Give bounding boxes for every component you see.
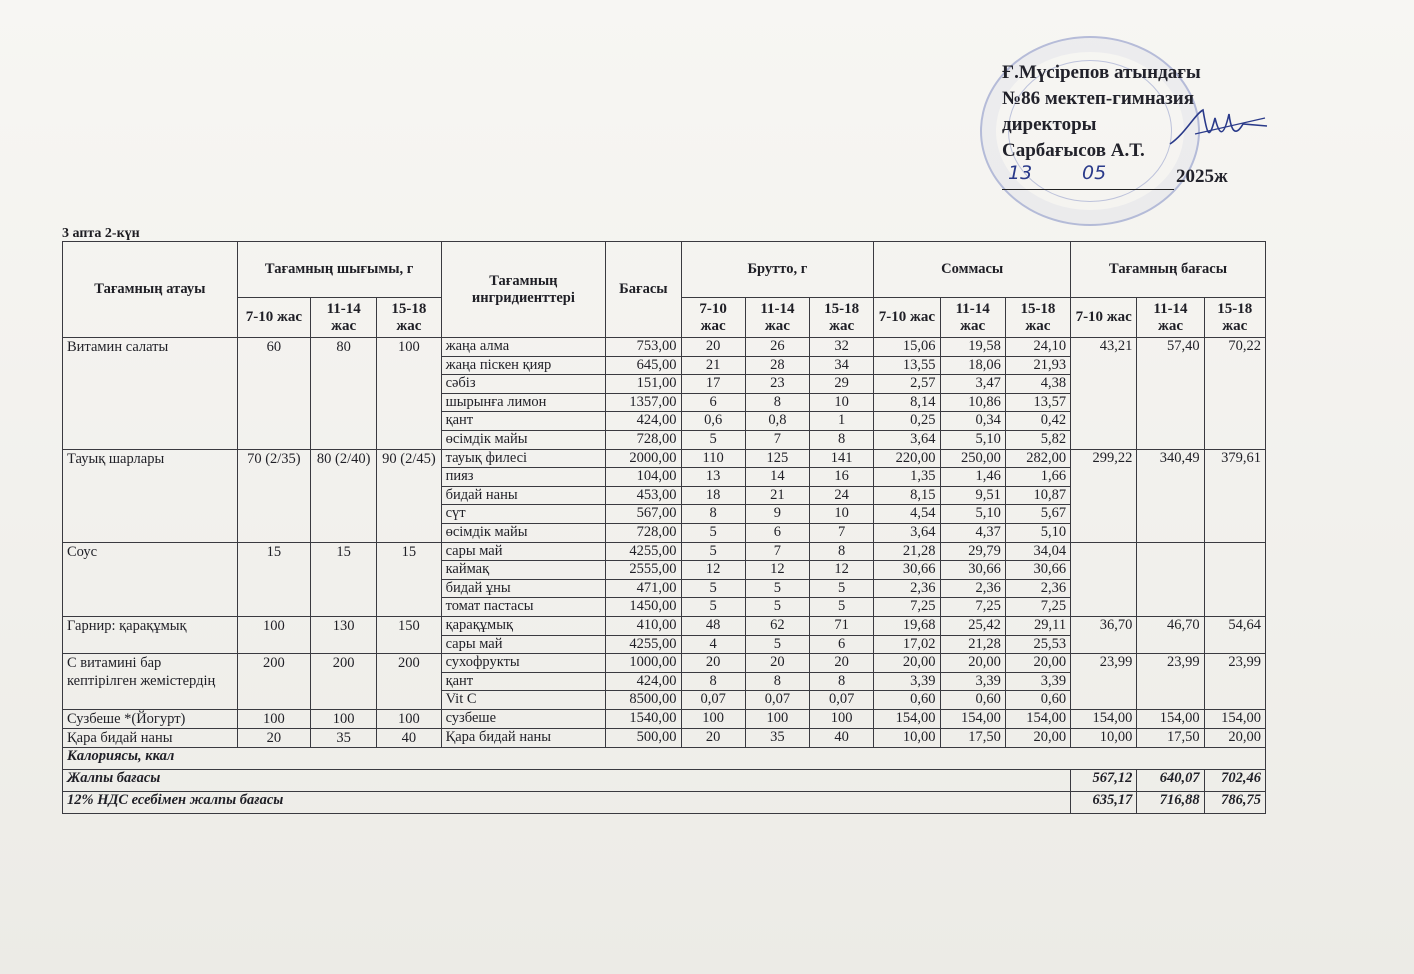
brutto-value-2: 14 — [745, 468, 809, 487]
sum-value-2: 30,66 — [940, 561, 1005, 580]
table-row — [63, 728, 1266, 747]
brutto-value-3: 29 — [810, 375, 874, 394]
sum-value-1: 4,54 — [874, 505, 940, 524]
ingredient-name: жаңа алма — [441, 338, 606, 357]
sum-value-2: 17,50 — [940, 728, 1005, 747]
brutto-value-3: 0,07 — [810, 691, 874, 710]
ingredient-price: 453,00 — [606, 486, 681, 505]
dish-yield-2: 35 — [311, 728, 377, 747]
sum-value-2: 20,00 — [940, 654, 1005, 673]
dish-yield-2: 100 — [311, 709, 377, 728]
yield-age-2: 11-14 жас — [311, 298, 377, 338]
dish-name: Соус — [63, 542, 238, 616]
brutto-value-1: 13 — [681, 468, 745, 487]
brutto-value-2: 125 — [745, 449, 809, 468]
sum-value-3: 4,38 — [1005, 375, 1070, 394]
sum-value-1: 2,57 — [874, 375, 940, 394]
brutto-value-3: 40 — [810, 728, 874, 747]
brutto-value-1: 110 — [681, 449, 745, 468]
brutto-value-3: 8 — [810, 430, 874, 449]
date-day: 13 — [1008, 162, 1033, 184]
dish-price-1: 36,70 — [1071, 616, 1137, 653]
dish-price-1: 23,99 — [1071, 654, 1137, 710]
ingredient-name: сары май — [441, 635, 606, 654]
dish-yield-2: 80 — [311, 338, 377, 450]
dish-price-1: 154,00 — [1071, 709, 1137, 728]
ingredient-name: каймақ — [441, 561, 606, 580]
brutto-value-3: 100 — [810, 709, 874, 728]
ingredient-price: 1000,00 — [606, 654, 681, 673]
brutto-value-2: 7 — [745, 542, 809, 561]
sum-value-2: 154,00 — [940, 709, 1005, 728]
dish-price-2: 154,00 — [1137, 709, 1204, 728]
brutto-value-1: 5 — [681, 598, 745, 617]
sum-value-2: 3,39 — [940, 672, 1005, 691]
brutto-age-1: 7-10 жас — [681, 298, 745, 338]
brutto-value-1: 20 — [681, 654, 745, 673]
sum-value-2: 5,10 — [940, 505, 1005, 524]
sum-value-1: 0,60 — [874, 691, 940, 710]
dish-price-3: 154,00 — [1204, 709, 1265, 728]
dish-price-2: 340,49 — [1137, 449, 1204, 542]
sum-value-3: 29,11 — [1005, 616, 1070, 635]
price-age-3: 15-18 жас — [1204, 298, 1265, 338]
sum-value-3: 282,00 — [1005, 449, 1070, 468]
ingredient-name: тауық филесі — [441, 449, 606, 468]
menu-body — [63, 338, 1266, 748]
ingredient-price: 1540,00 — [606, 709, 681, 728]
brutto-value-3: 5 — [810, 598, 874, 617]
dish-yield-1: 15 — [237, 542, 310, 616]
sum-value-2: 3,47 — [940, 375, 1005, 394]
brutto-value-1: 18 — [681, 486, 745, 505]
total-label: Жалпы бағасы — [63, 769, 1071, 791]
ingredient-name: өсімдік майы — [441, 430, 606, 449]
sum-value-2: 4,37 — [940, 523, 1005, 542]
sum-value-1: 20,00 — [874, 654, 940, 673]
brutto-value-1: 48 — [681, 616, 745, 635]
sum-value-3: 7,25 — [1005, 598, 1070, 617]
brutto-value-3: 20 — [810, 654, 874, 673]
sum-value-2: 0,60 — [940, 691, 1005, 710]
brutto-value-2: 21 — [745, 486, 809, 505]
brutto-age-3: 15-18 жас — [810, 298, 874, 338]
ingredient-name: бидай ұны — [441, 579, 606, 598]
sum-value-3: 154,00 — [1005, 709, 1070, 728]
sum-value-3: 34,04 — [1005, 542, 1070, 561]
brutto-value-1: 100 — [681, 709, 745, 728]
dish-yield-1: 200 — [237, 654, 310, 710]
dish-yield-1: 60 — [237, 338, 310, 450]
vat-total-label: 12% НДС есебімен жалпы бағасы — [63, 791, 1071, 813]
ingredient-price: 567,00 — [606, 505, 681, 524]
table-row — [63, 654, 1266, 673]
ingredient-name: қарақұмық — [441, 616, 606, 635]
col-dish-price: Тағамның бағасы — [1071, 242, 1266, 298]
sum-value-1: 0,25 — [874, 412, 940, 431]
brutto-value-2: 6 — [745, 523, 809, 542]
brutto-value-3: 8 — [810, 542, 874, 561]
brutto-value-3: 10 — [810, 393, 874, 412]
ingredient-price: 728,00 — [606, 523, 681, 542]
dish-price-1: 10,00 — [1071, 728, 1137, 747]
ingredient-price: 645,00 — [606, 356, 681, 375]
ingredient-price: 753,00 — [606, 338, 681, 357]
ingredient-name: пияз — [441, 468, 606, 487]
dish-yield-1: 100 — [237, 616, 310, 653]
dish-price-2: 17,50 — [1137, 728, 1204, 747]
brutto-value-3: 71 — [810, 616, 874, 635]
brutto-value-2: 8 — [745, 393, 809, 412]
sum-value-2: 250,00 — [940, 449, 1005, 468]
total-age-1: 567,12 — [1071, 769, 1137, 791]
sum-value-1: 7,25 — [874, 598, 940, 617]
col-price: Бағасы — [606, 242, 681, 338]
brutto-value-3: 141 — [810, 449, 874, 468]
day-caption: 3 апта 2-күн — [62, 226, 140, 241]
brutto-value-1: 8 — [681, 672, 745, 691]
ingredient-name: Қара бидай наны — [441, 728, 606, 747]
ingredient-name: сәбіз — [441, 375, 606, 394]
sum-value-2: 29,79 — [940, 542, 1005, 561]
sum-value-2: 7,25 — [940, 598, 1005, 617]
vat-total-age-1: 635,17 — [1071, 791, 1137, 813]
brutto-value-2: 20 — [745, 654, 809, 673]
ingredient-name: сухофрукты — [441, 654, 606, 673]
dish-price-2: 23,99 — [1137, 654, 1204, 710]
yield-age-3: 15-18 жас — [377, 298, 441, 338]
brutto-value-2: 62 — [745, 616, 809, 635]
sum-value-1: 30,66 — [874, 561, 940, 580]
dish-yield-3: 15 — [377, 542, 441, 616]
dish-price-2: 46,70 — [1137, 616, 1204, 653]
ingredient-name: сузбеше — [441, 709, 606, 728]
dish-yield-1: 100 — [237, 709, 310, 728]
vat-total-age-2: 716,88 — [1137, 791, 1204, 813]
brutto-value-1: 20 — [681, 338, 745, 357]
sum-age-2: 11-14 жас — [940, 298, 1005, 338]
col-dish-name: Тағамның атауы — [63, 242, 238, 338]
brutto-value-2: 9 — [745, 505, 809, 524]
dish-yield-2: 80 (2/40) — [311, 449, 377, 542]
table-row — [63, 616, 1266, 635]
ingredient-price: 151,00 — [606, 375, 681, 394]
dish-price-3 — [1204, 542, 1265, 616]
table-row — [63, 449, 1266, 468]
sum-value-2: 19,58 — [940, 338, 1005, 357]
sum-value-1: 8,15 — [874, 486, 940, 505]
ingredient-price: 410,00 — [606, 616, 681, 635]
sum-value-2: 9,51 — [940, 486, 1005, 505]
dish-name: Сузбеше *(Йогурт) — [63, 709, 238, 728]
dish-yield-3: 100 — [377, 338, 441, 450]
ingredient-price: 104,00 — [606, 468, 681, 487]
dish-yield-3: 200 — [377, 654, 441, 710]
sum-value-2: 5,10 — [940, 430, 1005, 449]
sum-value-3: 21,93 — [1005, 356, 1070, 375]
brutto-value-2: 100 — [745, 709, 809, 728]
ingredient-price: 728,00 — [606, 430, 681, 449]
total-age-3: 702,46 — [1204, 769, 1265, 791]
table-row — [63, 542, 1266, 561]
brutto-value-2: 23 — [745, 375, 809, 394]
sum-value-1: 220,00 — [874, 449, 940, 468]
sum-value-2: 0,34 — [940, 412, 1005, 431]
ingredient-price: 4255,00 — [606, 635, 681, 654]
director-signature — [1165, 104, 1275, 156]
ingredient-price: 2555,00 — [606, 561, 681, 580]
ingredient-name: сүт — [441, 505, 606, 524]
brutto-value-1: 8 — [681, 505, 745, 524]
dish-yield-1: 20 — [237, 728, 310, 747]
sum-age-1: 7-10 жас — [874, 298, 940, 338]
dish-yield-3: 150 — [377, 616, 441, 653]
brutto-value-1: 21 — [681, 356, 745, 375]
dish-price-3: 20,00 — [1204, 728, 1265, 747]
dish-name: Витамин салаты — [63, 338, 238, 450]
sum-value-1: 8,14 — [874, 393, 940, 412]
sum-value-2: 21,28 — [940, 635, 1005, 654]
table-row — [63, 338, 1266, 357]
menu-table — [62, 241, 1266, 814]
dish-price-2 — [1137, 542, 1204, 616]
sum-value-3: 25,53 — [1005, 635, 1070, 654]
ingredient-price: 2000,00 — [606, 449, 681, 468]
sum-value-1: 19,68 — [874, 616, 940, 635]
sum-value-3: 5,82 — [1005, 430, 1070, 449]
brutto-value-2: 35 — [745, 728, 809, 747]
approval-line-4: Сарбағысов А.Т. — [1002, 140, 1145, 161]
date-month: 05 — [1082, 162, 1107, 184]
dish-yield-3: 90 (2/45) — [377, 449, 441, 542]
brutto-age-2: 11-14 жас — [745, 298, 809, 338]
brutto-value-3: 6 — [810, 635, 874, 654]
sum-value-3: 1,66 — [1005, 468, 1070, 487]
brutto-value-1: 5 — [681, 579, 745, 598]
vat-total-age-3: 786,75 — [1204, 791, 1265, 813]
brutto-value-1: 5 — [681, 542, 745, 561]
brutto-value-3: 7 — [810, 523, 874, 542]
ingredient-price: 1357,00 — [606, 393, 681, 412]
ingredient-name: сары май — [441, 542, 606, 561]
brutto-value-2: 5 — [745, 579, 809, 598]
dish-price-1 — [1071, 542, 1137, 616]
brutto-value-3: 8 — [810, 672, 874, 691]
sum-value-1: 154,00 — [874, 709, 940, 728]
ingredient-price: 424,00 — [606, 412, 681, 431]
brutto-value-1: 5 — [681, 523, 745, 542]
sum-value-2: 10,86 — [940, 393, 1005, 412]
dish-price-1: 299,22 — [1071, 449, 1137, 542]
sum-value-1: 1,35 — [874, 468, 940, 487]
sum-value-1: 17,02 — [874, 635, 940, 654]
dish-name: С витамині бар кептірілген жемістердің — [63, 654, 238, 710]
yield-age-1: 7-10 жас — [237, 298, 310, 338]
sum-value-1: 3,39 — [874, 672, 940, 691]
brutto-value-3: 12 — [810, 561, 874, 580]
dish-price-3: 23,99 — [1204, 654, 1265, 710]
sum-value-3: 3,39 — [1005, 672, 1070, 691]
sum-value-3: 0,42 — [1005, 412, 1070, 431]
brutto-value-1: 4 — [681, 635, 745, 654]
dish-yield-2: 200 — [311, 654, 377, 710]
sum-value-1: 3,64 — [874, 430, 940, 449]
dish-name: Қара бидай наны — [63, 728, 238, 747]
ingredient-name: қант — [441, 412, 606, 431]
ingredient-name: томат пастасы — [441, 598, 606, 617]
sum-value-3: 13,57 — [1005, 393, 1070, 412]
brutto-value-1: 6 — [681, 393, 745, 412]
brutto-value-1: 0,6 — [681, 412, 745, 431]
ingredient-name: жаңа піскен қияр — [441, 356, 606, 375]
dish-yield-2: 130 — [311, 616, 377, 653]
price-age-1: 7-10 жас — [1071, 298, 1137, 338]
col-yield: Тағамның шығымы, г — [237, 242, 441, 298]
dish-yield-3: 40 — [377, 728, 441, 747]
ingredient-price: 471,00 — [606, 579, 681, 598]
brutto-value-3: 16 — [810, 468, 874, 487]
col-sum: Соммасы — [874, 242, 1071, 298]
brutto-value-2: 0,8 — [745, 412, 809, 431]
sum-value-3: 20,00 — [1005, 654, 1070, 673]
brutto-value-3: 10 — [810, 505, 874, 524]
approval-line-1: Ғ.Мүсірепов атындағы — [1002, 62, 1201, 83]
sum-value-1: 15,06 — [874, 338, 940, 357]
sum-value-1: 13,55 — [874, 356, 940, 375]
brutto-value-1: 12 — [681, 561, 745, 580]
ingredient-price: 8500,00 — [606, 691, 681, 710]
calories-label: Калориясы, ккал — [63, 747, 1266, 769]
sum-value-3: 30,66 — [1005, 561, 1070, 580]
sum-value-3: 0,60 — [1005, 691, 1070, 710]
sum-value-1: 3,64 — [874, 523, 940, 542]
dish-price-1: 43,21 — [1071, 338, 1137, 450]
ingredient-price: 424,00 — [606, 672, 681, 691]
brutto-value-2: 5 — [745, 635, 809, 654]
ingredient-name: бидай наны — [441, 486, 606, 505]
sum-value-2: 2,36 — [940, 579, 1005, 598]
dish-price-3: 379,61 — [1204, 449, 1265, 542]
sum-value-3: 24,10 — [1005, 338, 1070, 357]
brutto-value-3: 1 — [810, 412, 874, 431]
dish-price-3: 70,22 — [1204, 338, 1265, 450]
approval-date — [1002, 164, 1302, 192]
sum-value-3: 5,10 — [1005, 523, 1070, 542]
dish-price-3: 54,64 — [1204, 616, 1265, 653]
dish-name: Гарнир: қарақұмық — [63, 616, 238, 653]
brutto-value-2: 7 — [745, 430, 809, 449]
col-brutto: Брутто, г — [681, 242, 874, 298]
brutto-value-1: 0,07 — [681, 691, 745, 710]
brutto-value-2: 8 — [745, 672, 809, 691]
sum-value-2: 25,42 — [940, 616, 1005, 635]
sum-age-3: 15-18 жас — [1005, 298, 1070, 338]
brutto-value-2: 26 — [745, 338, 809, 357]
approval-line-3: директоры — [1002, 114, 1097, 135]
sum-value-3: 10,87 — [1005, 486, 1070, 505]
date-underline — [1002, 189, 1174, 190]
brutto-value-3: 24 — [810, 486, 874, 505]
sum-value-1: 10,00 — [874, 728, 940, 747]
sum-value-3: 2,36 — [1005, 579, 1070, 598]
approval-line-2: №86 мектеп-гимназия — [1002, 88, 1195, 109]
brutto-value-2: 0,07 — [745, 691, 809, 710]
brutto-value-1: 5 — [681, 430, 745, 449]
date-year: 2025ж — [1176, 166, 1228, 187]
brutto-value-2: 28 — [745, 356, 809, 375]
table-row — [63, 709, 1266, 728]
dish-name: Тауық шарлары — [63, 449, 238, 542]
col-ingredients: Тағамның ингридиенттері — [441, 242, 606, 338]
dish-yield-3: 100 — [377, 709, 441, 728]
total-age-2: 640,07 — [1137, 769, 1204, 791]
price-age-2: 11-14 жас — [1137, 298, 1204, 338]
brutto-value-2: 5 — [745, 598, 809, 617]
dish-price-2: 57,40 — [1137, 338, 1204, 450]
ingredient-price: 1450,00 — [606, 598, 681, 617]
brutto-value-1: 20 — [681, 728, 745, 747]
brutto-value-2: 12 — [745, 561, 809, 580]
sum-value-2: 18,06 — [940, 356, 1005, 375]
brutto-value-3: 5 — [810, 579, 874, 598]
ingredient-price: 4255,00 — [606, 542, 681, 561]
brutto-value-3: 32 — [810, 338, 874, 357]
ingredient-name: Vit C — [441, 691, 606, 710]
sum-value-2: 1,46 — [940, 468, 1005, 487]
ingredient-name: өсімдік майы — [441, 523, 606, 542]
sum-value-1: 2,36 — [874, 579, 940, 598]
brutto-value-3: 34 — [810, 356, 874, 375]
ingredient-price: 500,00 — [606, 728, 681, 747]
brutto-value-1: 17 — [681, 375, 745, 394]
sum-value-1: 21,28 — [874, 542, 940, 561]
sum-value-3: 20,00 — [1005, 728, 1070, 747]
sum-value-3: 5,67 — [1005, 505, 1070, 524]
ingredient-name: қант — [441, 672, 606, 691]
ingredient-name: шырынға лимон — [441, 393, 606, 412]
dish-yield-1: 70 (2/35) — [237, 449, 310, 542]
dish-yield-2: 15 — [311, 542, 377, 616]
